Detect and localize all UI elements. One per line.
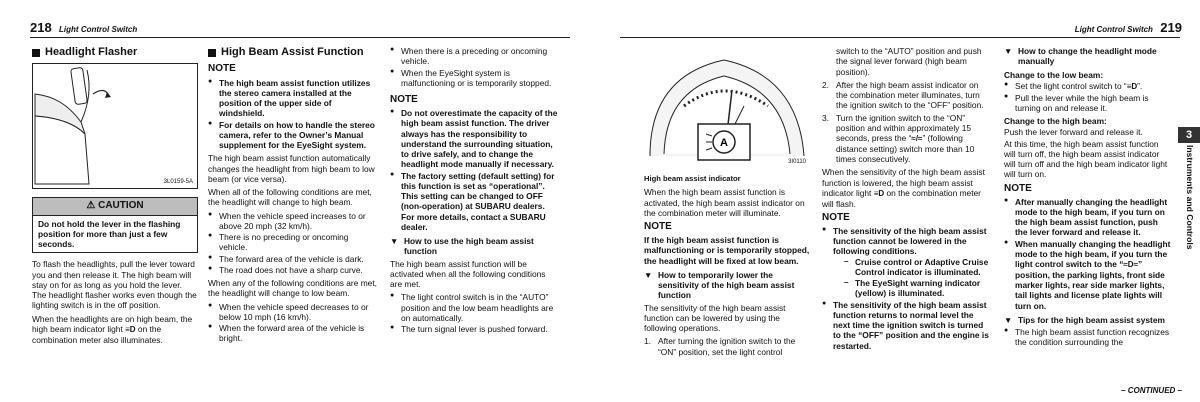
- manual-mode-column: [1004, 46, 1172, 349]
- lower-steps-list: [644, 336, 810, 357]
- low-beam-item: ● Pull the lever while the high beam is turning on and release it.: [1004, 93, 1172, 114]
- flasher-heading: Headlight Flasher: [32, 46, 198, 59]
- continued-label: – CONTINUED –: [1121, 386, 1182, 396]
- hba-column: [208, 46, 378, 345]
- low-beam-item: ● Set the light control switch to “≡D”.: [1004, 81, 1172, 92]
- sensitivity-note-list: [822, 226, 990, 351]
- hba-paragraph-3: When any of the following conditions are met, the headlight will change to low beam.: [208, 278, 377, 299]
- note-sub-item: – Cruise control or Adaptive Cruise Control indicator is illuminated.: [844, 257, 990, 278]
- meter-illustration: [644, 46, 810, 170]
- triangle-down-icon: ▼: [390, 236, 399, 247]
- section-square-icon: [208, 49, 216, 57]
- change-mode-heading: ▼ How to change the headlight mode manually: [1004, 46, 1157, 67]
- caution-note-list: [390, 108, 558, 232]
- low-conditions-list-cont: [390, 46, 558, 88]
- high-beam-indicator-icon: ≡D: [125, 324, 136, 334]
- note-item: ● The sensitivity of the high beam assist function returns to normal level the next time the ignition switch is turned to the “OFF” position and the engine is restarted.: [822, 300, 990, 351]
- section-square-icon: [32, 49, 40, 57]
- flasher-column: [32, 46, 198, 348]
- high-beam-assist-icon: ≡D: [873, 188, 885, 198]
- tips-heading: ▼ Tips for the high beam assist system: [1004, 314, 1165, 325]
- howto-paragraph: The high beam assist function will be activated when all the following conditions are met.: [390, 258, 546, 290]
- hba-paragraph-1: The high beam assist function automatically changes the headlight from high beam to low beam (or vice versa).: [208, 153, 375, 184]
- note-sub-item: – The EyeSight warning indicator (yellow) is illuminated.: [844, 278, 990, 299]
- hba-note-list: [208, 78, 378, 151]
- note-sub-list: [844, 257, 990, 299]
- flasher-paragraph-1: To flash the headlights, pull the lever toward you and then release it. The high beam will stay on for as long as you hold the lever. The headlight flasher works even though the lighting switch is in the off position.: [32, 259, 197, 311]
- parking-light-icon: ≈D≈: [1123, 260, 1138, 270]
- indicator-column: [644, 46, 810, 359]
- right-page-number: 219: [1160, 20, 1182, 35]
- hba-note-item: ● For details on how to handle the stereo camera, refer to the Owner’s Manual supplement for the EyeSight system.: [208, 120, 378, 151]
- howto-item: ● The light control switch is in the “AUTO” position and the low beam headlights are on automatically.: [390, 292, 558, 323]
- triangle-down-icon: ▼: [1004, 314, 1013, 325]
- caution-note-label: NOTE: [390, 94, 418, 105]
- step-item: 3. Turn the ignition switch to the “ON” position and within approximately 15 seconds, press the “≈/≈” (following distance setting) switch more than 10 times consecutively.: [822, 112, 975, 164]
- indicator-caption: High beam assist indicator: [644, 174, 741, 183]
- following-distance-icon: ≈/≈: [911, 134, 923, 143]
- low-conditions-list: [208, 302, 378, 344]
- lower-sensitivity-paragraph: The sensitivity of the high beam assist function can be lowered by using the following operations.: [644, 302, 786, 334]
- step1-continued: switch to the “AUTO” position and push the signal lever forward (high beam position).: [836, 46, 982, 77]
- caution-header: ⚠ CAUTION: [32, 197, 198, 214]
- headlight-icon: ≡D: [1126, 81, 1138, 91]
- condition-item: ● When the forward area of the vehicle is bright.: [208, 323, 378, 344]
- triangle-down-icon: ▼: [644, 269, 653, 280]
- manual-note-list: [1004, 197, 1172, 311]
- note-item: ● When manually changing the headlight mode to the high beam, if you turn the light control switch to the “≈D≈” position, the parking lights, front side marker lights, rear side marker lights, tail lights and license plate lights will turn on.: [1004, 239, 1172, 311]
- manual-note-label: NOTE: [1004, 182, 1032, 194]
- indicator-note-text: If the high beam assist function is malfunctioning or is temporarily stopped, the headlight will be fixed at low beam.: [644, 235, 810, 266]
- hba-continued-column: [390, 46, 558, 335]
- triangle-down-icon: ▼: [1004, 46, 1013, 56]
- hba-note-label: NOTE: [208, 63, 236, 75]
- howto-list: [390, 292, 558, 334]
- high-beam-paragraph: Push the lever forward and release it.: [1004, 127, 1143, 138]
- chapter-side-label: Instruments and Controls: [1185, 145, 1195, 250]
- right-page: [600, 0, 1200, 402]
- svg-text:A: A: [720, 137, 728, 149]
- turn-lever-illustration: [33, 64, 197, 188]
- hba-paragraph-2: When all of the following conditions are met, the headlight will change to high beam.: [208, 187, 372, 208]
- left-running-title: Light Control Switch: [59, 25, 138, 34]
- lower-steps-list-cont: [822, 80, 990, 165]
- condition-item: ● When the EyeSight system is malfunctioning or is temporarily stopped.: [390, 68, 558, 89]
- high-conditions-list: [208, 211, 378, 276]
- indicator-note-label: NOTE: [644, 221, 672, 232]
- sensitivity-note-label: NOTE: [822, 211, 850, 223]
- low-beam-list: [1004, 81, 1172, 113]
- note-item: ● Do not overestimate the capacity of the high beam assist function. The driver always has the responsibility to understand the surrounding situation, to drive safely, and to change the headlight mode manually if necessary.: [390, 108, 558, 170]
- caution-box: [32, 197, 198, 253]
- left-page-number: 218: [30, 20, 52, 35]
- left-page-header: [30, 20, 141, 36]
- indicator-figure: [644, 46, 810, 170]
- flasher-figure-code: 3L0159-5A: [163, 179, 193, 186]
- flasher-paragraph-2: When the headlights are on high beam, the high beam indicator light ≡D on the combination meter also illuminates.: [32, 313, 193, 345]
- condition-item: ● When the vehicle speed increases to or above 20 mph (32 km/h).: [208, 211, 378, 232]
- howto-heading: ▼ How to use the high beam assist function: [390, 236, 534, 257]
- high-beam-paragraph-2: At this time, the high beam assist function will turn off, the high beam assist indicator will turn off and the high beam indicator light will turn on.: [1004, 138, 1168, 180]
- high-beam-heading: Change to the high beam:: [1004, 116, 1107, 126]
- left-header-rule: [30, 37, 570, 38]
- hba-note-item: ● The high beam assist function utilizes the stereo camera installed at the position of the upper side of windshield.: [208, 78, 378, 119]
- low-beam-heading: Change to the low beam:: [1004, 69, 1104, 80]
- right-header-rule: [620, 37, 1180, 38]
- chapter-tab: 3: [1178, 127, 1200, 143]
- condition-item: ● There is no preceding or oncoming vehicle.: [208, 232, 378, 253]
- flasher-figure: [32, 63, 198, 189]
- lower-sensitivity-heading: ▼ How to temporarily lower the sensitivity of the high beam assist function: [644, 269, 795, 301]
- sensitivity-lowered-paragraph: When the sensitivity of the high beam assist function is lowered, the high beam assist indicator light ≡D on the combination meter will flash.: [822, 167, 985, 209]
- right-page-header: [1071, 20, 1182, 36]
- step-item: 2. After the high beam assist indicator on the combination meter illuminates, turn the ignition switch to the “OFF” position.: [822, 79, 984, 111]
- indicator-paragraph: When the high beam assist function is activated, the high beam assist indicator on the combination meter will illuminate.: [644, 187, 805, 218]
- note-item: ● The sensitivity of the high beam assist function cannot be lowered in the following conditions. – Cruise control or Adaptive Cruise Control indicator is illuminated. – The EyeSight warning indicator (yellow) is illuminated.: [822, 226, 990, 299]
- condition-item: ● The road does not have a sharp curve.: [208, 265, 378, 275]
- caution-text: Do not hold the lever in the flashing position for more than just a few seconds.: [32, 215, 198, 254]
- indicator-figure-code: 3I0110: [788, 158, 806, 165]
- warning-triangle-icon: ⚠: [86, 200, 96, 212]
- condition-item: ● The forward area of the vehicle is dark.: [208, 254, 378, 264]
- sensitivity-column: [822, 46, 990, 352]
- right-running-title: Light Control Switch: [1074, 25, 1153, 34]
- tips-list: [1004, 327, 1172, 348]
- hba-heading: High Beam Assist Function: [208, 46, 378, 59]
- condition-item: ● When the vehicle speed decreases to or below 10 mph (16 km/h).: [208, 302, 378, 323]
- tips-item: ● The high beam assist function recognizes the condition surrounding the: [1004, 327, 1172, 348]
- step-item: 1. After turning the ignition switch to the “ON” position, set the light control: [644, 336, 796, 357]
- condition-item: ● When there is a preceding or oncoming vehicle.: [390, 46, 558, 67]
- howto-item: ● The turn signal lever is pushed forward.: [390, 324, 558, 334]
- note-item: ● After manually changing the headlight mode to the high beam, if you turn on the high beam assist function, push the lever forward and release it.: [1004, 197, 1172, 238]
- note-item: ● The factory setting (default setting) for this function is set as “operational”. This setting can be changed to OFF (non-operation) at SUBARU dealers. For more details, contact a SUBARU dealer.: [390, 171, 558, 233]
